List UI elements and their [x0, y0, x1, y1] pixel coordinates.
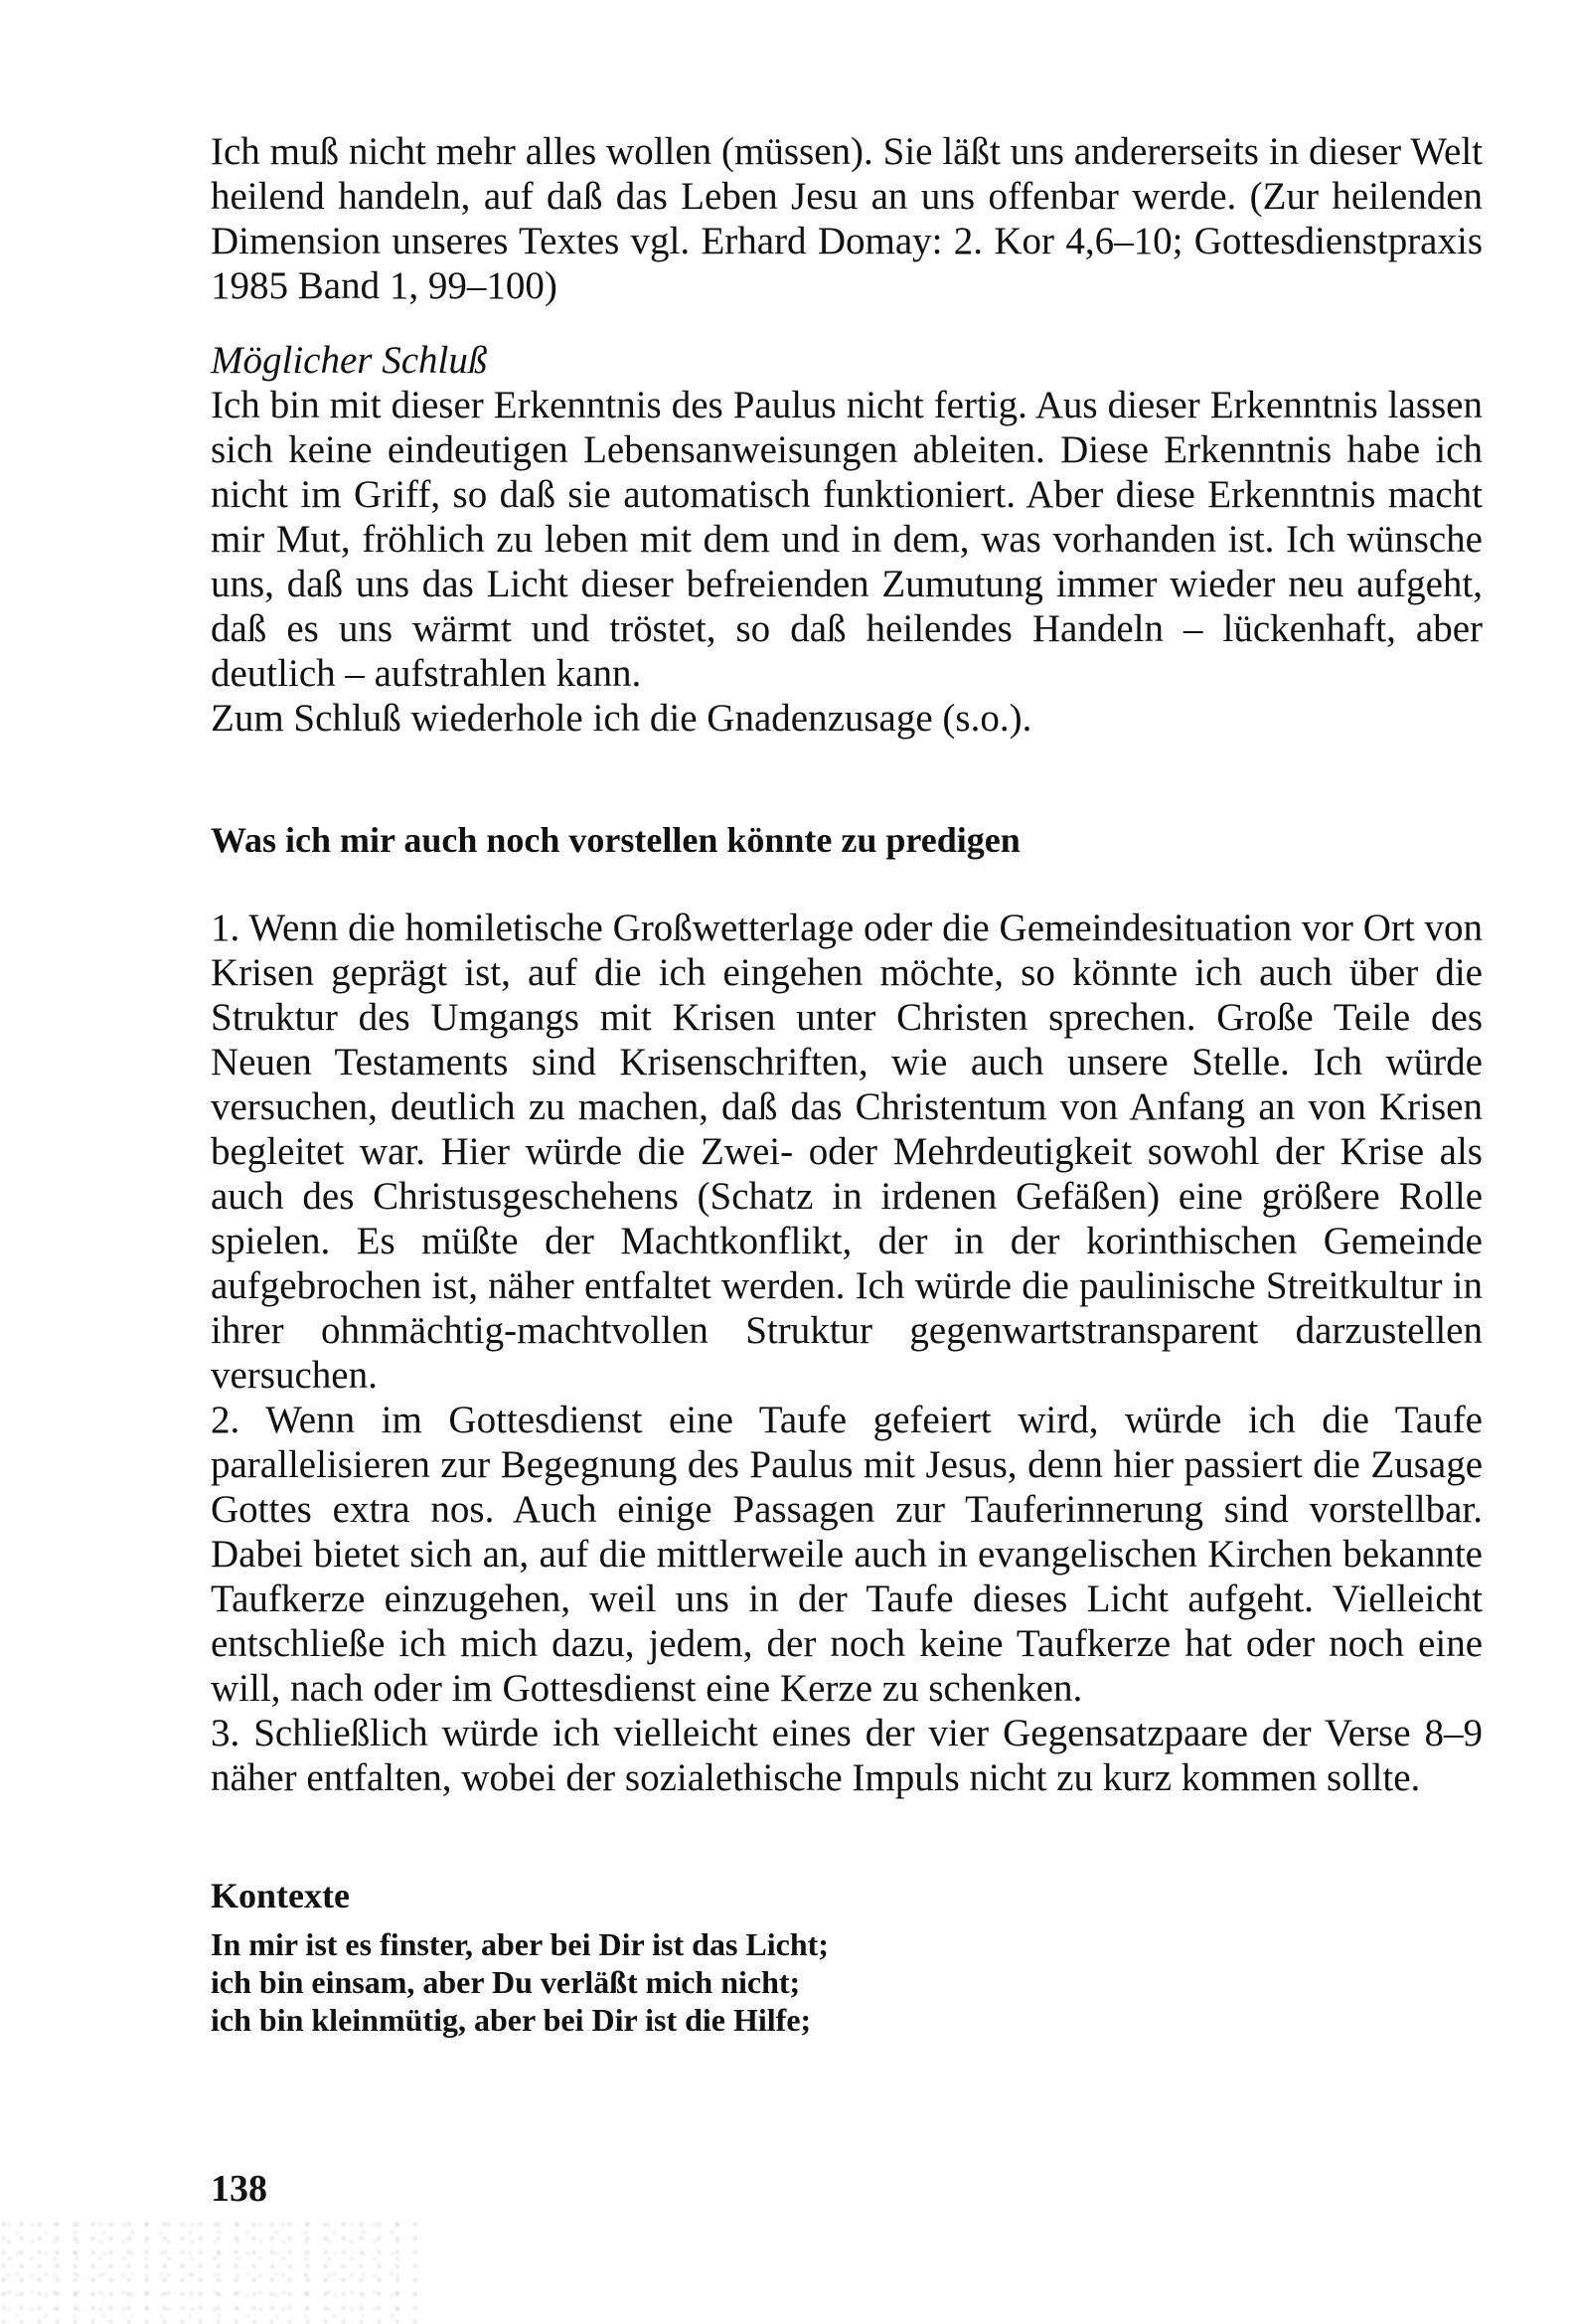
list-item: 2. Wenn im Gottesdienst eine Taufe gefeiert wird, würde ich die Taufe parallelisieren zur Begegnung des Paulus mit Jesus, denn hier passiert die Zusage Gottes extra nos. Auch einige Passagen zur Tauferinnerung sind vorstellbar. Dabei bietet sich an, auf die mittlerweile auch in evangelischen Kirchen bekannte Taufkerze einzugehen, weil uns in der Taufe dieses Licht aufgeht. Vielleicht entschließe ich mich dazu, jedem, der noch keine Taufkerze hat oder noch eine will, nach oder im Gottesdienst eine Kerze zu schenken.	[211, 1399, 1483, 1710]
conclusion-paragraph: Ich bin mit dieser Erkenntnis des Paulus nicht fertig. Aus dieser Erkenntnis lassen sich keine eindeutigen Lebensanweisungen ableiten. Diese Erkenntnis habe ich nicht im Griff, so daß sie automatisch funktioniert. Aber diese Erkenntnis macht mir Mut, fröhlich zu leben mit dem und in dem, was vorhanden ist. Ich wünsche uns, daß uns das Licht dieser befreienden Zumutung immer wieder neu aufgeht, daß es uns wärmt und tröstet, so daß heilendes Handeln – lückenhaft, aber deutlich – aufstrahlen kann.	[211, 384, 1483, 695]
numbered-list	[211, 906, 1483, 1800]
list-item: 1. Wenn die homiletische Großwetterlage oder die Gemeindesituation vor Ort von Krisen geprägt ist, auf die ich eingehen möchte, so könnte ich auch über die Struktur des Umgangs mit Krisen unter Christen sprechen. Große Teile des Neuen Testaments sind Krisenschriften, wie auch unsere Stelle. Ich würde versuchen, deutlich zu machen, daß das Christentum von Anfang an von Krisen begleitet war. Hier würde die Zwei- oder Mehrdeutigkeit sowohl der Krise als auch des Christusgeschehens (Schatz in irdenen Gefäßen) eine größere Rolle spielen. Es müßte der Machtkonflikt, der in der korinthischen Gemeinde aufgebrochen ist, näher entfaltet werden. Ich würde die paulinische Streitkultur in ihrer ohnmächtig-machtvollen Struktur gegenwartstransparent darzustellen versuchen.	[211, 907, 1483, 1397]
poem-quote	[211, 1925, 1483, 2039]
poem-line: ich bin kleinmütig, aber bei Dir ist die Hilfe;	[211, 2002, 812, 2038]
closing-line: Zum Schluß wiederhole ich die Gnadenzusage (s.o.).	[211, 697, 1032, 740]
poem-line: In mir ist es finster, aber bei Dir ist das Licht;	[211, 1926, 829, 1962]
conclusion-subheading: Möglicher Schluß	[211, 339, 488, 382]
poem-line: ich bin einsam, aber Du verläßt mich nicht;	[211, 1964, 801, 2000]
section-heading: Was ich mir auch noch vorstellen könnte zu predigen	[211, 820, 1021, 860]
document-page	[211, 129, 1483, 2039]
page-number: 138	[211, 2168, 267, 2210]
scan-noise	[0, 2215, 417, 2324]
kontexte-heading: Kontexte	[211, 1876, 350, 1915]
intro-paragraph: Ich muß nicht mehr alles wollen (müssen). Sie läßt uns andererseits in dieser Welt heilend handeln, auf daß das Leben Jesu an uns offenbar werde. (Zur heilenden Dimension unseres Textes vgl. Erhard Domay: 2. Kor 4,6–10; Gottesdienstpraxis 1985 Band 1, 99–100)	[211, 130, 1483, 307]
list-item: 3. Schließlich würde ich vielleicht eines der vier Gegensatzpaare der Verse 8–9 näher entfalten, wobei der sozialethische Impuls nicht zu kurz kommen sollte.	[211, 1712, 1483, 1799]
